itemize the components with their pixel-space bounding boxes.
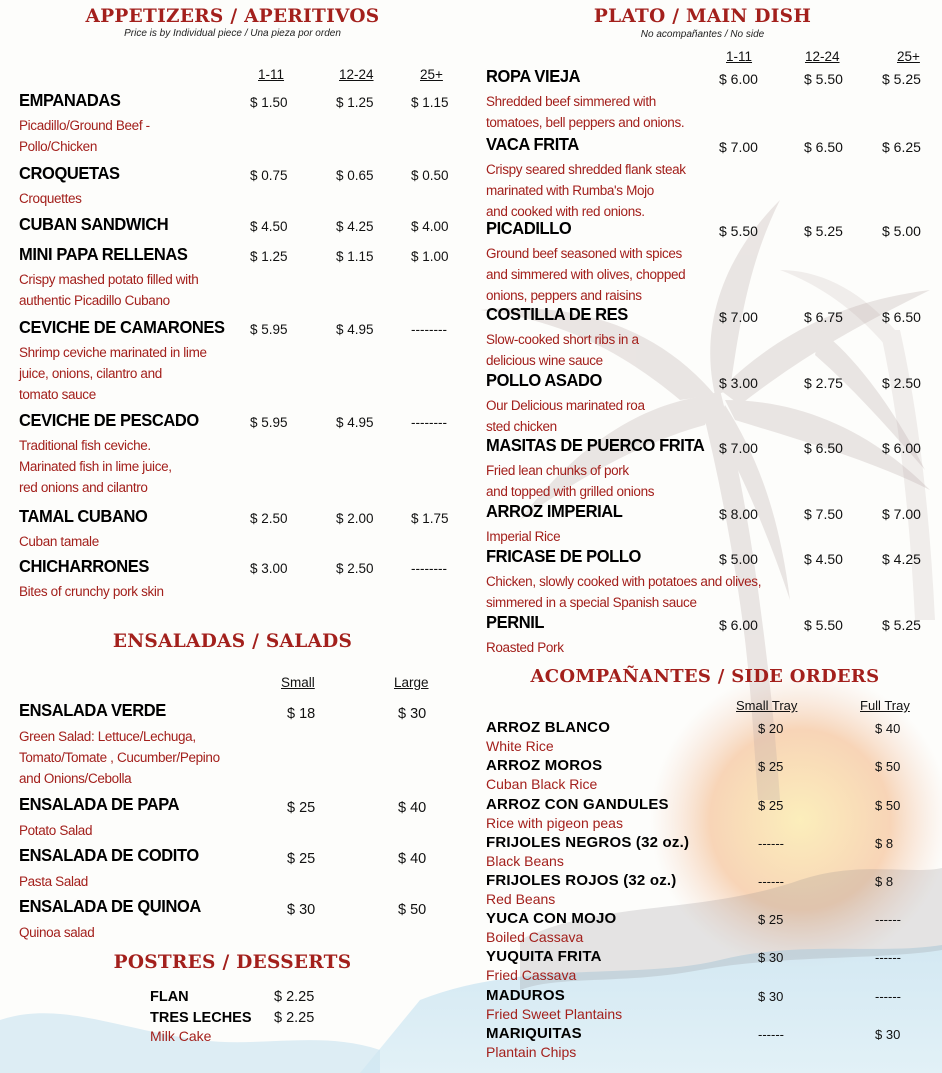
menu-item-price: $ 8.00: [719, 506, 758, 522]
menu-item-price: $ 3.00: [250, 561, 288, 576]
menu-item-name: ARROZ IMPERIAL: [486, 502, 623, 522]
menu-item-price: $ 2.00: [336, 511, 374, 526]
menu-item-price: $ 5.50: [804, 71, 843, 87]
menu-item-description: Roasted Pork: [486, 640, 564, 655]
menu-item-price: $ 4.00: [411, 219, 449, 234]
menu-item-price: $ 4.50: [250, 219, 288, 234]
appetizers-column-header: 1-11: [258, 67, 285, 82]
desserts-title: POSTRES / DESSERTS: [113, 952, 352, 973]
menu-item-price: $ 2.75: [804, 375, 843, 391]
menu-item-price: $ 4.25: [882, 551, 921, 567]
menu-item-description: Ground beef seasoned with spices and simmered with olives, chopped onions, peppers and raisins: [486, 246, 686, 303]
menu-item-price: $ 1.15: [336, 249, 374, 264]
menu-item-name: ENSALADA DE QUINOA: [19, 897, 201, 917]
menu-item-name: FRICASE DE POLLO: [486, 547, 641, 567]
side-order-price: $ 25: [758, 759, 784, 774]
side-orders-title: ACOMPAÑANTES / SIDE ORDERS: [530, 666, 880, 687]
menu-item-price: $ 6.00: [719, 71, 758, 87]
side-order-price: $ 20: [758, 721, 784, 736]
dessert-description: Milk Cake: [150, 1028, 212, 1044]
menu-item-price: $ 6.25: [882, 139, 921, 155]
menu-item-price: $ 40: [398, 851, 427, 867]
menu-item-price: $ 18: [287, 706, 316, 722]
menu-item-name: MINI PAPA RELLENAS: [19, 245, 188, 265]
menu-item-price: $ 5.00: [882, 223, 921, 239]
salads-column-header: Large: [394, 675, 429, 690]
menu-item-price: $ 5.50: [719, 223, 758, 239]
side-order-name: FRIJOLES NEGROS (32 oz.): [486, 834, 690, 851]
menu-item-name: CEVICHE DE CAMARONES: [19, 318, 225, 338]
menu-item-price: $ 5.50: [804, 617, 843, 633]
menu-item-name: VACA FRITA: [486, 135, 579, 155]
menu-item-price: $ 1.50: [250, 95, 288, 110]
appetizers-column-header: 25+: [420, 67, 443, 82]
menu-item-description: Fried lean chunks of pork and topped with grilled onions: [486, 463, 655, 499]
dessert-name: FLAN: [150, 989, 189, 1005]
menu-item-name: POLLO ASADO: [486, 371, 602, 391]
menu-item-price: $ 40: [398, 800, 427, 816]
menu-item-price: $ 6.50: [882, 309, 921, 325]
menu-item-description: Slow-cooked short ribs in a delicious wine sauce: [486, 332, 639, 368]
menu-item-description: Shredded beef simmered with tomatoes, bell peppers and onions.: [486, 94, 685, 130]
main-dish-subtitle: No acompañantes / No side: [640, 29, 765, 40]
menu-item-name: TAMAL CUBANO: [19, 507, 148, 527]
menu-item-description: Imperial Rice: [486, 529, 561, 544]
main-dish-column-header: 25+: [897, 49, 920, 64]
menu-item-price: $ 7.00: [719, 139, 758, 155]
side-order-price: ------: [758, 1027, 784, 1042]
appetizers-title: APPETIZERS / APERITIVOS: [85, 6, 380, 27]
menu-item-name: ENSALADA DE PAPA: [19, 795, 180, 815]
side-order-description: Rice with pigeon peas: [486, 815, 623, 831]
menu-item-price: $ 7.00: [882, 506, 921, 522]
side-order-description: Plantain Chips: [486, 1044, 577, 1060]
menu-item-description: Picadillo/Ground Beef - Pollo/Chicken: [19, 118, 150, 154]
menu-item-price: $ 5.25: [882, 617, 921, 633]
menu-item-name: ENSALADA VERDE: [19, 701, 166, 721]
menu-item-price: $ 25: [287, 800, 316, 816]
menu-item-name: PICADILLO: [486, 219, 572, 239]
side-order-description: Boiled Cassava: [486, 929, 584, 945]
menu-item-price: $ 6.75: [804, 309, 843, 325]
side-order-name: ARROZ MOROS: [486, 757, 603, 774]
side-orders-column-header: Full Tray: [860, 698, 910, 713]
appetizers-subtitle: Price is by Individual piece / Una pieza por orden: [124, 28, 341, 39]
menu-item-description: Bites of crunchy pork skin: [19, 584, 164, 599]
menu-item-name: ENSALADA DE CODITO: [19, 846, 199, 866]
menu-item-price: $ 6.00: [882, 440, 921, 456]
side-order-description: White Rice: [486, 738, 554, 754]
side-order-price: ------: [875, 950, 901, 965]
menu-item-price: $ 2.50: [250, 511, 288, 526]
menu-item-name: MASITAS DE PUERCO FRITA: [486, 436, 705, 456]
menu-item-price: $ 5.95: [250, 415, 288, 430]
side-order-price: $ 8: [875, 874, 894, 889]
menu-item-price: $ 6.50: [804, 440, 843, 456]
side-order-price: ------: [875, 912, 901, 927]
side-order-description: Fried Sweet Plantains: [486, 1006, 623, 1022]
menu-item-price: $ 6.00: [719, 617, 758, 633]
menu-item-description: Quinoa salad: [19, 925, 95, 940]
menu-item-name: EMPANADAS: [19, 91, 121, 111]
menu-item-description: Green Salad: Lettuce/Lechuga, Tomato/Tomate , Cucumber/Pepino and Onions/Cebolla: [19, 729, 220, 786]
menu-item-price: $ 4.25: [336, 219, 374, 234]
menu-item-price: $ 2.50: [336, 561, 374, 576]
menu-item-price: $ 25: [287, 851, 316, 867]
menu-item-price: $ 2.50: [882, 375, 921, 391]
menu-item-price: $ 6.50: [804, 139, 843, 155]
dessert-price: $ 2.25: [274, 989, 315, 1005]
menu-item-price: $ 30: [398, 706, 427, 722]
side-order-name: ARROZ BLANCO: [486, 719, 611, 736]
menu-item-price: $ 3.00: [719, 375, 758, 391]
side-order-price: $ 50: [875, 759, 901, 774]
menu-item-description: Shrimp ceviche marinated in lime juice, onions, cilantro and tomato sauce: [19, 345, 207, 402]
side-order-name: MARIQUITAS: [486, 1025, 582, 1042]
salads-title: ENSALADAS / SALADS: [112, 631, 353, 652]
side-order-price: $ 30: [875, 1027, 901, 1042]
side-order-name: YUQUITA FRITA: [486, 948, 602, 965]
side-order-price: ------: [758, 836, 784, 851]
menu-item-description: Pasta Salad: [19, 874, 88, 889]
salads-column-header: Small: [281, 675, 315, 690]
menu-item-description: Chicken, slowly cooked with potatoes and olives, simmered in a special Spanish sauce: [486, 574, 762, 610]
menu-item-price: $ 5.00: [719, 551, 758, 567]
menu-item-price: $ 5.25: [882, 71, 921, 87]
menu-item-price: $ 1.25: [336, 95, 374, 110]
menu-item-name: ROPA VIEJA: [486, 67, 581, 87]
side-order-price: $ 25: [758, 798, 784, 813]
menu-item-description: Crispy seared shredded flank steak marinated with Rumba's Mojo and cooked with red onions.: [486, 162, 686, 219]
menu-item-description: Crispy mashed potato filled with authentic Picadillo Cubano: [19, 272, 199, 308]
menu-item-description: Potato Salad: [19, 823, 93, 838]
menu-item-price: $ 7.50: [804, 506, 843, 522]
menu-item-price: $ 0.75: [250, 168, 288, 183]
menu-item-price: $ 1.25: [250, 249, 288, 264]
side-order-price: $ 25: [758, 912, 784, 927]
side-order-name: FRIJOLES ROJOS (32 oz.): [486, 872, 677, 889]
menu-item-price: $ 7.00: [719, 440, 758, 456]
menu-item-price: $ 5.95: [250, 322, 288, 337]
side-order-price: $ 30: [758, 989, 784, 1004]
menu-item-price: $ 5.25: [804, 223, 843, 239]
appetizers-column-header: 12-24: [339, 67, 374, 82]
side-order-name: ARROZ CON GANDULES: [486, 796, 669, 813]
side-order-description: Fried Cassava: [486, 967, 577, 983]
menu-item-name: CEVICHE DE PESCADO: [19, 411, 199, 431]
menu-item-price: $ 7.00: [719, 309, 758, 325]
side-order-price: $ 30: [758, 950, 784, 965]
side-order-description: Black Beans: [486, 853, 564, 869]
side-order-price: $ 50: [875, 798, 901, 813]
main-dish-title: PLATO / MAIN DISH: [593, 6, 812, 27]
menu-item-price: $ 4.95: [336, 415, 374, 430]
menu-item-price: $ 1.15: [411, 95, 449, 110]
menu-item-price: $ 1.00: [411, 249, 449, 264]
menu-item-price: --------: [411, 415, 447, 430]
menu-item-price: $ 0.65: [336, 168, 374, 183]
menu-item-name: CROQUETAS: [19, 164, 120, 184]
side-order-price: ------: [758, 874, 784, 889]
side-order-price: ------: [875, 989, 901, 1004]
menu-item-name: CUBAN SANDWICH: [19, 215, 169, 235]
menu-item-price: $ 4.95: [336, 322, 374, 337]
side-order-price: $ 40: [875, 721, 901, 736]
main-dish-column-header: 12-24: [805, 49, 840, 64]
side-order-name: MADUROS: [486, 987, 565, 1004]
main-dish-column-header: 1-11: [726, 49, 753, 64]
side-order-description: Red Beans: [486, 891, 556, 907]
side-order-price: $ 8: [875, 836, 894, 851]
side-order-description: Cuban Black Rice: [486, 776, 598, 792]
menu-item-description: Our Delicious marinated roa sted chicken: [486, 398, 645, 434]
menu-item-price: $ 50: [398, 902, 427, 918]
dessert-name: TRES LECHES: [150, 1010, 252, 1026]
side-order-name: YUCA CON MOJO: [486, 910, 617, 927]
menu-item-description: Cuban tamale: [19, 534, 99, 549]
menu-item-price: --------: [411, 322, 447, 337]
menu-item-price: $ 30: [287, 902, 316, 918]
menu-item-price: $ 0.50: [411, 168, 449, 183]
menu-item-price: $ 4.50: [804, 551, 843, 567]
menu-item-name: CHICHARRONES: [19, 557, 149, 577]
menu-item-price: --------: [411, 561, 447, 576]
menu-item-description: Croquettes: [19, 191, 82, 206]
menu-item-name: PERNIL: [486, 613, 545, 633]
menu-item-description: Traditional fish ceviche. Marinated fish in lime juice, red onions and cilantro: [19, 438, 172, 495]
side-orders-column-header: Small Tray: [736, 698, 798, 713]
menu-item-price: $ 1.75: [411, 511, 449, 526]
dessert-price: $ 2.25: [274, 1010, 315, 1026]
menu-item-name: COSTILLA DE RES: [486, 305, 628, 325]
